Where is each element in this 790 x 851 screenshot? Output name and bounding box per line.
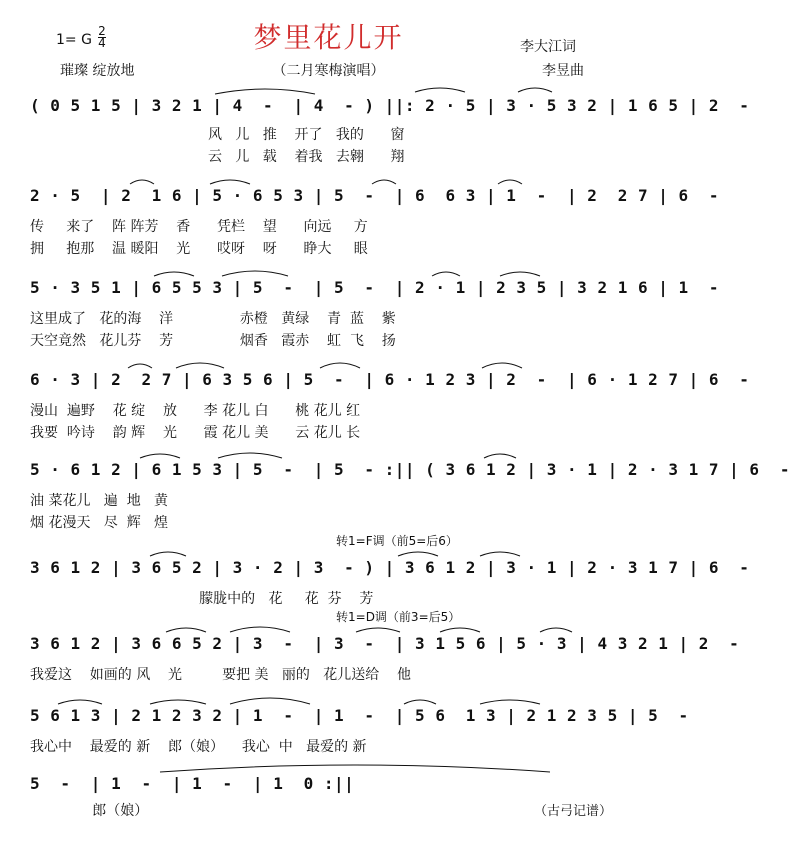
- slur: [480, 700, 540, 704]
- lyric-row-5-verse-1: 油 菜花儿 遍 地 黄: [30, 493, 169, 509]
- lyric-row-5-verse-2: 烟 花漫天 尽 辉 煌: [30, 515, 169, 531]
- lyric-row-6-verse-1: 朦胧中的 花 花 芬 芳: [30, 591, 374, 607]
- modulation-note-1: 转1=F调（前5=后6）: [336, 534, 458, 548]
- slur: [518, 88, 552, 92]
- slur: [415, 88, 465, 92]
- slur: [230, 698, 310, 704]
- notation-row-8: 5 6 1 3 | 2 1 2 3 2 | 1 - | 1 - | 5 6 1 3 | 2 1 2 3 5 | 5 -: [30, 706, 689, 725]
- slur: [140, 454, 180, 458]
- slur: [150, 700, 206, 704]
- slur: [150, 552, 186, 556]
- slur: [130, 180, 154, 184]
- lyric-row-8-verse-1: 我心中 最爱的 新 郎（娘） 我心 中 最爱的 新: [30, 739, 367, 755]
- lyric-row-9-verse-1: 郎（娘）: [30, 803, 149, 819]
- notation-row-4: 6 · 3 | 2 2 7 | 6 3 5 6 | 5 - | 6 · 1 2 3 | 2 - | 6 · 1 2 7 | 6 -: [30, 370, 750, 389]
- notation-row-5: 5 · 6 1 2 | 6 1 5 3 | 5 - | 5 - :|| ( 3 6 1 2 | 3 · 1 | 2 · 3 1 7 | 6 -: [30, 460, 790, 479]
- performer: （二月寒梅演唱）: [272, 63, 385, 79]
- slur: [484, 454, 516, 458]
- time-top: 2: [98, 24, 106, 38]
- transcriber-credit: （古弓记谱）: [534, 804, 613, 819]
- slur: [404, 700, 436, 704]
- notation-row-1: ( 0 5 1 5 | 3 2 1 | 4 - | 4 - ) ||: 2 · 5 | 3 · 5 3 2 | 1 6 5 | 2 -: [30, 96, 750, 115]
- slur: [218, 453, 282, 458]
- lyric-row-1-verse-1: 风 儿 推 开了 我的 窗: [30, 127, 405, 143]
- slur: [372, 180, 396, 184]
- modulation-note-2: 转1=D调（前3=后5）: [336, 610, 461, 624]
- slur: [166, 628, 206, 632]
- time-bottom: 4: [98, 36, 106, 50]
- slur: [480, 552, 520, 556]
- slur: [154, 272, 194, 276]
- slur: [398, 552, 438, 556]
- slur: [440, 628, 480, 632]
- time-signature: [98, 26, 106, 49]
- lyric-row-3-verse-2: 天空竟然 花儿芬 芳 烟香 霞赤 虹 飞 扬: [30, 333, 396, 349]
- subtitle: 璀璨 绽放地: [60, 63, 135, 79]
- lyric-row-3-verse-1: 这里成了 花的海 洋 赤橙 黄绿 青 蓝 紫: [30, 311, 396, 327]
- slur: [540, 628, 572, 632]
- key-signature: 1= G: [56, 32, 92, 48]
- notation-row-3: 5 · 3 5 1 | 6 5 5 3 | 5 - | 5 - | 2 · 1 | 2 3 5 | 3 2 1 6 | 1 -: [30, 278, 720, 297]
- slur: [356, 628, 400, 632]
- slur: [176, 363, 224, 368]
- lyric-row-4-verse-2: 我要 吟诗 韵 辉 光 霞 花儿 美 云 花儿 长: [30, 425, 361, 441]
- slur: [222, 271, 288, 276]
- slur: [58, 700, 102, 704]
- slur: [128, 364, 152, 368]
- notation-row-2: 2 · 5 | 2 1 6 | 5 · 6 5 3 | 5 - | 6 6 3 | 1 - | 2 2 7 | 6 -: [30, 186, 720, 205]
- slur: [432, 272, 460, 276]
- slur: [210, 180, 250, 184]
- slur: [160, 765, 550, 772]
- slur: [320, 363, 360, 368]
- slur: [230, 627, 290, 632]
- lyricist: 李大江词: [520, 39, 576, 55]
- lyric-row-1-verse-2: 云 儿 载 着我 去翱 翔: [30, 149, 405, 165]
- song-title: 梦里花儿开: [253, 21, 404, 54]
- notation-row-7: 3 6 1 2 | 3 6 6 5 2 | 3 - | 3 - | 3 1 5 6 | 5 · 3 | 4 3 2 1 | 2 -: [30, 634, 740, 653]
- slur: [215, 89, 315, 94]
- slur: [482, 363, 522, 368]
- lyric-row-2-verse-1: 传 来了 阵 阵芳 香 凭栏 望 向远 方: [30, 219, 368, 235]
- notation-row-9: 5 - | 1 - | 1 - | 1 0 :||: [30, 774, 355, 793]
- composer: 李昱曲: [542, 63, 584, 79]
- lyric-row-7-verse-1: 我爱这 如画的 风 光 要把 美 丽的 花儿送给 他: [30, 667, 412, 683]
- notation-row-6: 3 6 1 2 | 3 6 5 2 | 3 · 2 | 3 - ) | 3 6 1 2 | 3 · 1 | 2 · 3 1 7 | 6 -: [30, 558, 750, 577]
- slur: [498, 180, 522, 184]
- slur: [500, 272, 540, 276]
- lyric-row-4-verse-1: 漫山 遍野 花 绽 放 李 花儿 白 桃 花儿 红: [30, 403, 361, 419]
- lyric-row-2-verse-2: 拥 抱那 温 暖阳 光 哎呀 呀 睁大 眼: [30, 241, 368, 257]
